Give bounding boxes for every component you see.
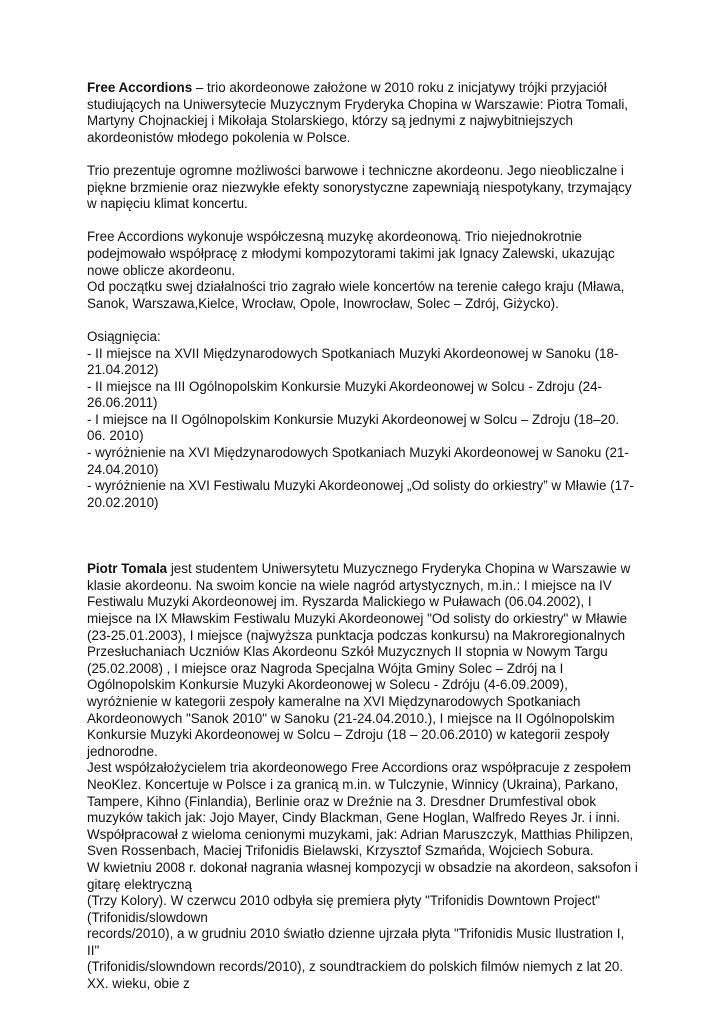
text-line: w napięciu klimat koncertu. [87,196,248,212]
bio-first-line [87,561,647,578]
bio-line: klasie akordeonu. Na swoim koncie na wiele nagród artystycznych, m.in.: I miejsce na IV [87,577,612,593]
intro-first-line [87,80,647,97]
repertoire-paragraph [87,229,647,312]
bio-line: Tampere, Kihno (Finlandia), Berlinie oraz w Dreźnie na 3. Dresdner Drumfestival obok [87,793,597,809]
text-line: Sanok, Warszawa,Kielce, Wrocław, Opole, Inowrocław, Solec – Zdrój, Giżycko). [87,295,559,311]
intro-title: Free Accordions [87,80,193,95]
bio-section [87,561,647,992]
bio-line: muzyków takich jak: Jojo Mayer, Cindy Blackman, Gene Hoglan, Walfredo Reyes Jr. i inni. [87,810,621,826]
bio-line: II" [87,942,100,958]
bio-line: (Trifonidis/slowdown [87,909,208,925]
achievement-line: 24.04.2010) [87,461,159,477]
text-line: Martyny Chojnackiej i Mikołaja Stolarskiego, którzy są jednymi z najwybitniejszych [87,113,573,129]
bio-line: Jest współzałożycielem tria akordeonowego Free Accordions oraz współpracuje z zespołem [87,760,632,776]
bio-line: (Trzy Kolory). W czerwcu 2010 odbyła się premiera płyty "Trifonidis Downtown Project" [87,893,601,909]
bio-line: gitarę elektryczną [87,876,192,892]
achievements-list [87,329,647,512]
text-line: podejmowało współpracę z młodymi kompozytorami takimi jak Ignacy Zalewski, ukazując [87,245,615,261]
bio-line: (23-25.01.2003), I miejsce (najwyższa punktacja podczas konkursu) na Makroregionalnych [87,627,626,643]
achievement-line: - II miejsce na XVII Międzynarodowych Spotkaniach Muzyki Akordeonowej w Sanoku (18- [87,345,619,361]
paragraph-gap [87,312,647,329]
text-line: nowe oblicze akordeonu. [87,262,236,278]
bio-line: wyróżnienie w kategorii zespoły kameralne na XVI Międzynarodowych Spotkaniach [87,693,581,709]
paragraph-gap [87,213,647,230]
sound-paragraph [87,163,647,213]
document-page [87,80,647,993]
bio-intro-text: jest studentem Uniwersytetu Muzycznego Fryderyka Chopina w Warszawie w [167,561,631,577]
bio-line: Sven Rossenbach, Maciej Trifonidis Bielawski, Krzysztof Szmańda, Wojciech Sobura. [87,843,594,859]
achievement-line: - wyróżnienie na XVI Festiwalu Muzyki Akordeonowej „Od solisty do orkiestry” w Mławie (17- [87,478,634,494]
achievement-line: 20.02.2010) [87,494,159,510]
bio-line: jednorodne. [87,743,158,759]
text-line: Free Accordions wykonuje współczesną muzykę akordeonową. Trio niejednokrotnie [87,229,582,245]
achievement-line: - II miejsce na III Ogólnopolskim Konkursie Muzyki Akordeonowej w Solcu - Zdroju (24- [87,378,603,394]
bio-line: XX. wieku, obie z [87,976,190,992]
bio-line: Ogólnopolskim Konkursie Muzyki Akordeonowej w Solecu - Zdróju (4-6.09.2009), [87,677,568,693]
bio-line: W kwietniu 2008 r. dokonał nagrania własnej kompozycji w obsadzie na akordeon, saksofon i [87,859,638,875]
achievements-heading: Osiągnięcia: [87,328,161,344]
intro-paragraph [87,80,647,146]
bio-line: Festiwalu Muzyki Akordeonowej im. Ryszarda Malickiego w Puławach (06.04.2002), I [87,594,592,610]
achievement-line: 26.06.2011) [87,395,158,411]
bio-line: (25.02.2008) , I miejsce oraz Nagroda Specjalna Wójta Gminy Solec – Zdrój na I [87,660,564,676]
text-line: studiujących na Uniwersytecie Muzycznym Fryderyka Chopina w Warszawie: Piotra Tomali, [87,96,629,112]
bio-line: Przesłuchaniach Uczniów Klas Akordeonu Szkół Muzycznych II stopnia w Nowym Targu [87,644,608,660]
text-line: piękne brzmienie oraz niezwykłe efekty sonorystyczne zapewniają niespotykany, trzymający [87,179,632,195]
bio-line: miejsce na IX Mławskim Festiwalu Muzyki Akordeonowej "Od solisty do orkiestry" w Mławie [87,611,628,627]
achievement-line: - I miejsce na II Ogólnopolskim Konkursie Muzyki Akordeonowej w Solcu – Zdroju (18–20. [87,411,620,427]
achievement-line: 21.04.2012) [87,362,159,378]
section-gap [87,511,647,561]
bio-line: Współpracował z wieloma cenionymi muzykami, jak: Adrian Maruszczyk, Matthias Philipzen, [87,826,634,842]
bio-line: (Trifonidis/slowndown records/2010), z soundtrackiem do polskich filmów niemych z lat 20. [87,959,624,975]
bio-line: Akordeonowych "Sanok 2010" w Sanoku (21-24.04.2010.), I miejsce na II Ogólnopolskim [87,710,615,726]
text-line: Trio prezentuje ogromne możliwości barwowe i techniczne akordeonu. Jego nieobliczalne i [87,162,624,178]
text-line: Od początku swej działalności trio zagrało wiele koncertów na terenie całego kraju (Mława, [87,279,625,295]
bio-line: Konkursie Muzyki Akordeonowej w Solcu – Zdroju (18 – 20.06.2010) w kategorii zespoły [87,727,610,743]
paragraph-gap [87,146,647,163]
achievement-line: 06. 2010) [87,428,144,444]
intro-text: – trio akordeonowe założone w 2010 roku z inicjatywy trójki przyjaciół [192,80,607,95]
achievement-line: - wyróżnienie na XVI Międzynarodowych Spotkaniach Muzyki Akordeonowej w Sanoku (21- [87,445,629,461]
text-line: akordeonistów młodego pokolenia w Polsce. [87,129,351,145]
bio-line: NeoKlez. Koncertuje w Polsce i za granicą m.in. w Tulczynie, Winnicy (Ukraina), Parkano, [87,776,619,792]
bio-name: Piotr Tomala [87,561,168,577]
bio-line: records/2010), a w grudniu 2010 światło dzienne ujrzała płyta "Trifonidis Music Ilustration I, [87,926,625,942]
